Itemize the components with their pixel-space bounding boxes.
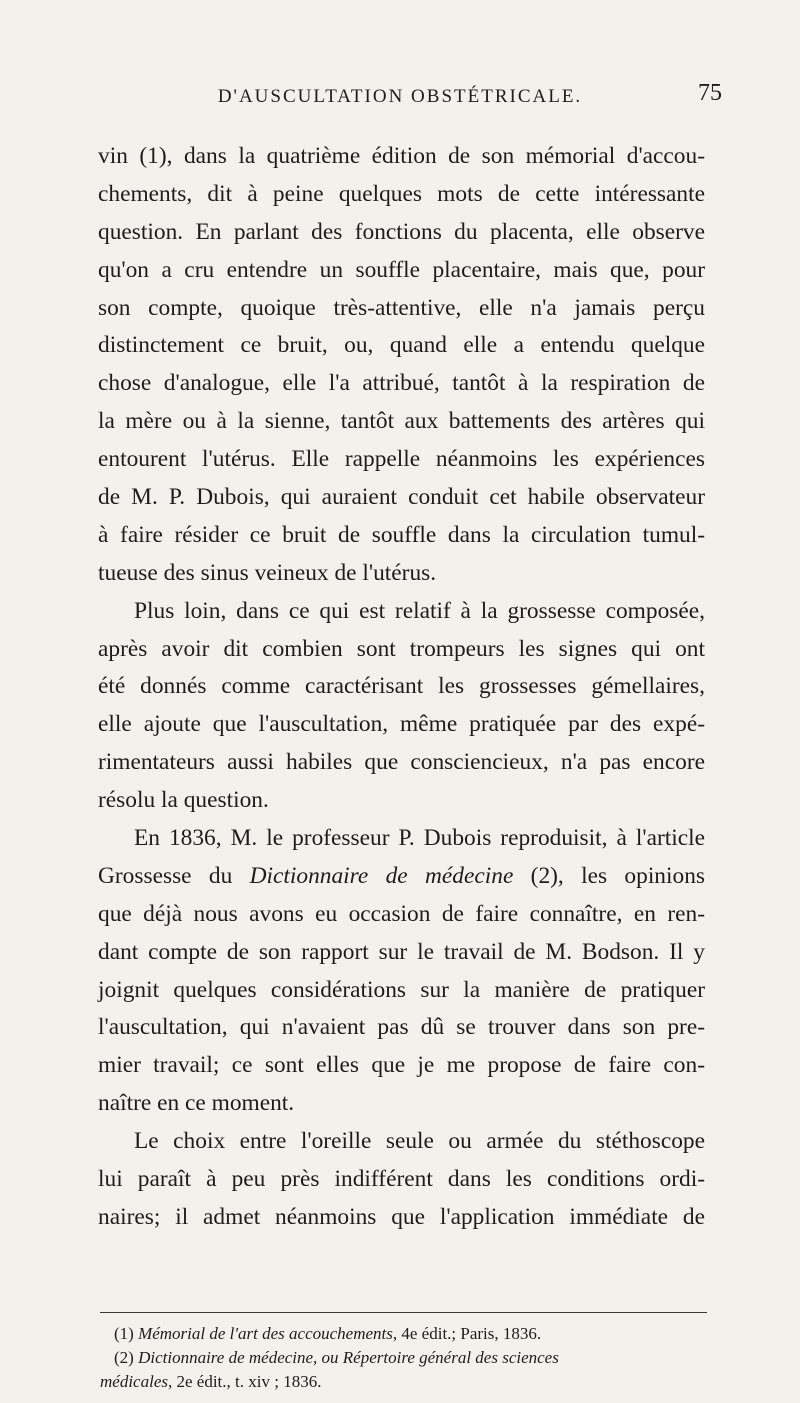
text-line: de M. P. Dubois, qui auraient conduit cet habile observateur [98,484,705,511]
paragraph-start: Le choix entre l'oreille seule ou armée du stéthoscope [134,1128,705,1155]
footnote-rule [100,1312,707,1313]
text-line: chements, dit à peine quelques mots de cette intéressante [98,180,705,207]
footnote-1 [100,1322,707,1346]
text-line: après avoir dit combien sont trompeurs les signes qui ont [98,635,705,662]
footnote-2 [100,1346,707,1370]
text-line: son compte, quoique très-attentive, elle n'a jamais perçu [98,294,705,321]
footnote-text: , 4e édit.; Paris, 1836. [392,1324,542,1343]
text-line: elle ajoute que l'auscultation, même pratiquée par des expé- [98,711,705,738]
text-line: naires; il admet néanmoins que l'application immédiate de [98,1203,705,1230]
footnote-title: Dictionnaire de médecine, ou Répertoire général des sciences [138,1348,559,1367]
footnote-title: Mémorial de l'art des accouchements [138,1324,393,1343]
text-line: été donnés comme caractérisant les grossesses gémellaires, [98,673,705,700]
body-text [98,138,705,1237]
footnote-text: , 2e édit., t. xiv ; 1836. [167,1372,322,1391]
text-line: qu'on a cru entendre un souffle placentaire, mais que, pour [98,256,705,283]
footnote-marker: (1) [114,1324,134,1343]
text-line: la mère ou à la sienne, tantôt aux battements des artères qui [98,408,705,435]
text-run: (2), les opinions [513,862,705,889]
footnote-2-continued [100,1370,707,1394]
text-line: distinctement ce bruit, ou, quand elle a entendu quelque [98,332,705,359]
text-line: rimentateurs aussi habiles que consciencieux, n'a pas encore [98,749,705,776]
paragraph-start: Plus loin, dans ce qui est relatif à la grossesse composée, [134,597,705,624]
text-line: naître en ce moment. [98,1090,295,1117]
text-line: question. En parlant des fonctions du placenta, elle observe [98,218,705,245]
text-line: dant compte de son rapport sur le travail de M. Bodson. Il y [98,938,705,965]
running-head: D'AUSCULTATION OBSTÉTRICALE. [217,86,583,107]
text-line: tueuse des sinus veineux de l'utérus. [98,559,437,586]
paragraph-start: En 1836, M. le professeur P. Dubois reproduisit, à l'article [134,825,705,852]
text-line: l'auscultation, qui n'avaient pas dû se trouver dans son pre- [98,1014,705,1041]
footnote-title: médicales [100,1372,168,1391]
italic-title: Dictionnaire de médecine [249,862,514,889]
text-line: mier travail; ce sont elles que je me propose de faire con- [98,1052,705,1079]
text-line: que déjà nous avons eu occasion de faire connaître, en ren- [98,900,705,927]
text-run: Grossesse du [98,862,250,889]
text-line: chose d'analogue, elle l'a attribué, tantôt à la respiration de [98,370,705,397]
page-number: 75 [698,80,722,106]
text-line-with-italic [98,858,705,896]
text-line: entourent l'utérus. Elle rappelle néanmoins les expériences [98,446,705,473]
text-line: à faire résider ce bruit de souffle dans la circulation tumul- [98,521,705,548]
text-line: vin (1), dans la quatrième édition de son mémorial d'accou- [98,143,705,169]
text-line: joignit quelques considérations sur la manière de pratiquer [98,976,705,1003]
text-line: lui paraît à peu près indifférent dans les conditions ordi- [98,1166,705,1193]
page-header [0,78,800,114]
footnotes [100,1322,707,1394]
footnote-marker: (2) [114,1348,134,1367]
text-line: résolu la question. [98,787,269,814]
